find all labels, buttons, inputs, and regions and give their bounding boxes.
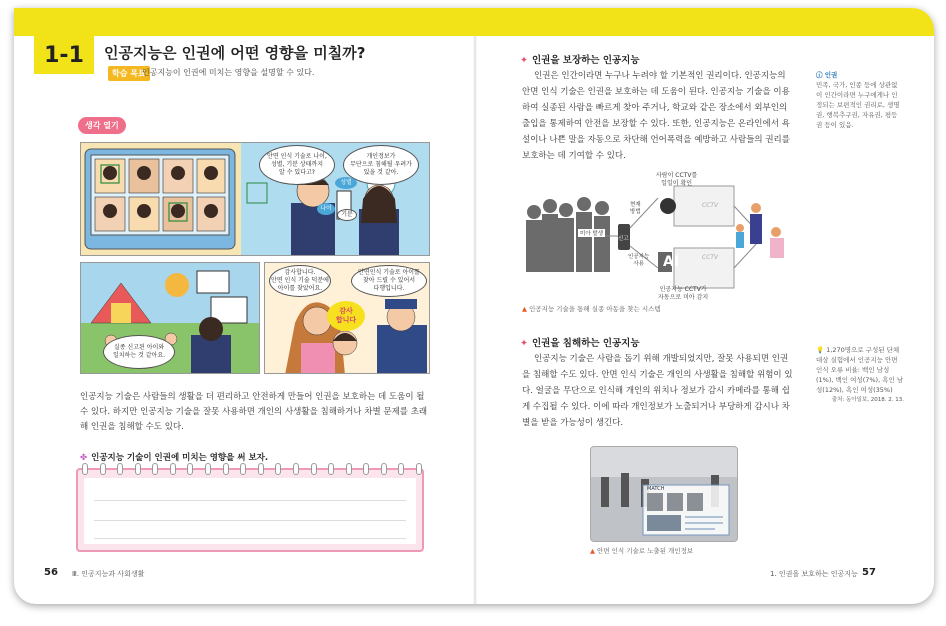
think-label: 생각 열기 xyxy=(78,117,126,134)
section1-body: 인권은 인간이라면 누구나 누려야 할 기본적인 권리이다. 인공지능의 안면 인식 기술은 인권을 보호하는 데 도움이 된다. 인공지능 기술을 이용하여 실종된 사람을 빠르게 찾아 주거나, 학교와 같은 장소에서 외부인의 출입을 통제하여 안전을 보장할 수 있다. 또한, 인공지능은 온라인에서 욕설이나 나쁜 말을 자동으로 차단해 언어폭력을 예방하고 사람들의 권리를 보호하는 데 기여할 수 있다. xyxy=(522,71,790,161)
section2-body: 인공지능 기술은 사람을 돕기 위해 개발되었지만, 잘못 사용되면 인권을 침해할 수도 있다. 안면 인식 기술은 개인의 사생활을 침해할 위험이 있다. 얼굴을 무단으로 인식해 개인의 위치나 정보가 감시 카메라를 통해 쉽게 수집될 수 있다. 이에 따라 개인정보가 노출되거나 부당하게 감시나 차별을 받을 가능성이 생긴다. xyxy=(522,354,793,428)
thanks-sticker: 감사 합니다 xyxy=(327,301,365,331)
face-recognition-photo xyxy=(590,446,738,542)
activity-text: 인공지능 기술이 인권에 미치는 영향을 써 보자. xyxy=(91,453,269,463)
speech-bubble-6: 실종 신고된 아이와 일치하는 것 같아요. xyxy=(103,335,175,369)
flower-icon: ✤ xyxy=(80,453,88,463)
speech-bubble-7: 감사합니다. 안면 인식 기술 덕분에 아이를 찾았어요. xyxy=(269,265,331,297)
rocket-icon: ✦ xyxy=(520,55,528,66)
label-mood: 기분 xyxy=(337,209,357,221)
goal-label: 학습 목표 xyxy=(108,66,150,81)
goal-text: 인공지능이 인권에 미치는 영향을 설명할 수 있다. xyxy=(142,68,315,77)
answer-notepad xyxy=(76,468,424,552)
chapter-left: Ⅲ. 인공지능과 사회생활 xyxy=(72,570,145,578)
missing-child-diagram xyxy=(518,172,798,302)
speech-bubble-8: 안면인식 기술로 아이를 찾아 드릴 수 있어서 다행입니다. xyxy=(351,265,427,297)
match-label: MATCH xyxy=(647,486,665,492)
side-note-2-source: 출처: 동아일보, 2018. 2. 13. xyxy=(831,397,904,403)
side-note-1-title: ⓘ 인권 xyxy=(816,71,838,79)
rocket-icon: ✦ xyxy=(520,338,528,349)
triangle-icon: ▲ xyxy=(590,547,595,555)
top-color-band xyxy=(14,8,934,36)
activity-title xyxy=(80,451,268,463)
info-icon: ⓘ xyxy=(816,71,825,79)
label-gender: 성별 xyxy=(335,177,357,189)
page-number-left: 56 xyxy=(44,567,58,578)
cctv-top-label: 사람이 CCTV를 일일이 확인 xyxy=(656,172,698,187)
chapter-right: 1. 인권을 보호하는 인공지능 xyxy=(770,570,858,578)
section2-title: 인권을 침해하는 인공지능 xyxy=(531,338,640,349)
speech-bubble-1: 안면 인식 기술로 나이, 성별, 기분 상태까지 알 수 있다고? xyxy=(259,145,335,185)
page-number-right: 57 xyxy=(862,567,876,578)
side-note-1 xyxy=(816,70,902,130)
book-spine xyxy=(473,36,477,604)
cctv-text-1: CCTV xyxy=(702,202,719,209)
section1-heading xyxy=(520,52,640,66)
missing-label: 미아 발생 xyxy=(580,231,604,237)
side-note-2-body: 💡 1,270명으로 구성된 단체 대상 실험에서 인공지능 안면 인식 오류 비율: 백인 남성(1%), 백인 여성(7%), 흑인 남성(12%), 흑인 여성(35%) xyxy=(816,346,904,394)
side-note-1-body: 민족, 국가, 인종 등에 상관없이 인간이라면 누구에게나 인정되는 보편적인 권리로, 생명권, 행복추구권, 자유권, 평등권 등이 있음. xyxy=(816,81,900,129)
ai-cctv-label: 인공지능 CCTV가 자동으로 미아 감지 xyxy=(658,286,709,301)
report-label: 신고 xyxy=(618,236,629,242)
diagram-illustration xyxy=(518,172,798,302)
cartoon-panel-3 xyxy=(264,262,430,374)
label-age: 나이 xyxy=(317,203,335,215)
caption-1: ▲ 인공지능 기술을 통해 실종 아동을 찾는 시스템 xyxy=(522,305,661,313)
cartoon-panel-1 xyxy=(80,142,430,256)
section1-title: 인권을 보장하는 인공지능 xyxy=(531,55,640,66)
answer-area[interactable] xyxy=(84,478,416,544)
notepad-rings xyxy=(82,463,422,475)
speech-bubble-2: 개인정보가 무단으로 침해될 우려가 있을 것 같아. xyxy=(343,145,419,185)
left-body-text: 인공지능 기술은 사람들의 생활을 더 편리하고 안전하게 만들어 인권을 보호하는 데 도움이 될 수 있다. 하지만 인공지능 기술을 잘못 사용하면 개인의 사생활을 침해하거나 차별 문제를 초래해 인권을 침해할 수도 있다. xyxy=(80,392,428,432)
caption-2: ▲ 안면 인식 기술로 노출된 개인정보 xyxy=(590,547,694,555)
ai-text: AI xyxy=(663,254,680,270)
section2-heading xyxy=(520,335,640,349)
cctv-text-2: CCTV xyxy=(702,254,719,261)
cartoon-panel-2 xyxy=(80,262,260,374)
ai-use-label: 인공지능 사용 xyxy=(628,254,650,267)
lesson-number: 1-1 xyxy=(34,36,94,74)
side-note-2 xyxy=(816,345,904,405)
lesson-title: 인공지능은 인권에 어떤 영향을 미칠까? xyxy=(104,44,366,62)
lightbulb-icon: 💡 xyxy=(816,346,827,354)
triangle-icon: ▲ xyxy=(522,305,527,313)
current-method-label: 현재 방법 xyxy=(630,202,641,215)
photo-illustration xyxy=(591,447,738,542)
